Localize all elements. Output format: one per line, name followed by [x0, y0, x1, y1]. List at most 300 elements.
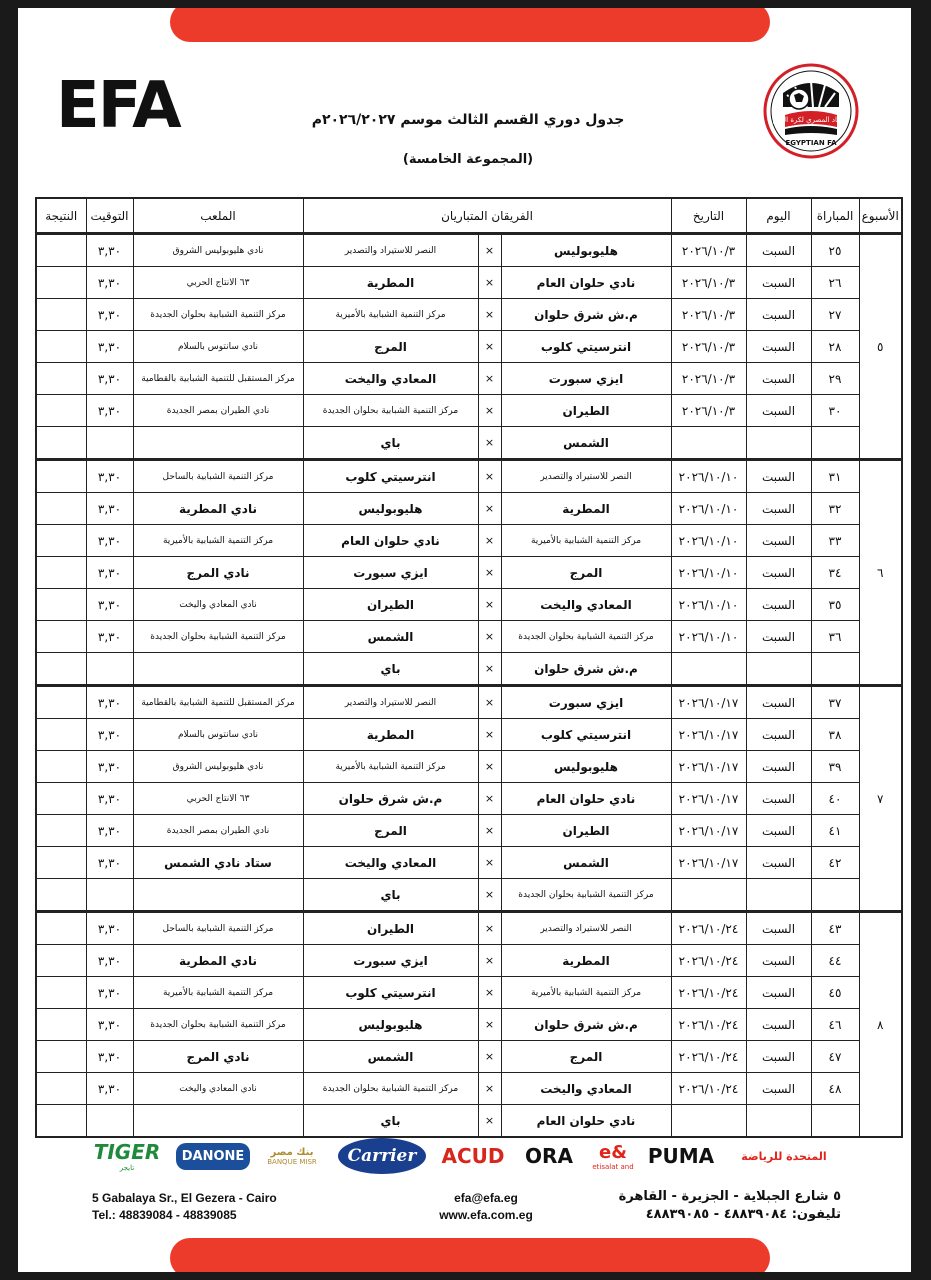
away-team-cell: النصر للاستيراد والتصدير: [303, 234, 478, 267]
away-team-cell: مركز التنمية الشبابية بالأميرية: [303, 751, 478, 783]
time-cell: [86, 427, 133, 460]
result-cell: [36, 879, 86, 912]
table-row: [36, 1009, 902, 1041]
day-cell: السبت: [746, 1009, 811, 1041]
result-cell: [36, 234, 86, 267]
table-row: [36, 267, 902, 299]
page-title: جدول دوري القسم الثالث موسم ٢٠٢٦/٢٠٢٧م: [311, 112, 625, 128]
match-number-cell: [811, 879, 859, 912]
home-team-cell: هليوبوليس: [501, 751, 671, 783]
table-row: [36, 879, 902, 912]
page-subtitle: (المجموعة الخامسة): [402, 152, 534, 167]
home-team-cell: هليوبوليس: [501, 234, 671, 267]
home-team-cell: المطرية: [501, 493, 671, 525]
date-cell: ٢٠٢٦/١٠/٣: [671, 299, 746, 331]
date-cell: [671, 879, 746, 912]
footer-email[interactable]: efa@efa.eg: [454, 1191, 518, 1205]
away-team-cell: النصر للاستيراد والتصدير: [303, 686, 478, 719]
date-cell: ٢٠٢٦/١٠/٢٤: [671, 912, 746, 945]
day-cell: السبت: [746, 719, 811, 751]
away-team-cell: المعادي واليخت: [303, 363, 478, 395]
home-team-cell: المرج: [501, 1041, 671, 1073]
match-number-cell: ٤٧: [811, 1041, 859, 1073]
home-team-cell: الطيران: [501, 815, 671, 847]
versus-cell: ×: [478, 751, 501, 783]
sponsor-logo: [588, 1132, 638, 1180]
venue-cell: مركز التنمية الشبابية بحلوان الجديدة: [133, 299, 303, 331]
day-cell: السبت: [746, 299, 811, 331]
date-cell: ٢٠٢٦/١٠/٢٤: [671, 1041, 746, 1073]
venue-cell: مركز التنمية الشبابية بحلوان الجديدة: [133, 1009, 303, 1041]
away-team-cell: باي: [303, 879, 478, 912]
date-cell: ٢٠٢٦/١٠/٢٤: [671, 945, 746, 977]
time-cell: ٣,٣٠: [86, 557, 133, 589]
day-cell: السبت: [746, 783, 811, 815]
venue-cell: نادي الطيران بمصر الجديدة: [133, 815, 303, 847]
home-team-cell: مركز التنمية الشبابية بحلوان الجديدة: [501, 879, 671, 912]
venue-cell: نادي سانتوس بالسلام: [133, 331, 303, 363]
away-team-cell: المعادي واليخت: [303, 847, 478, 879]
day-cell: [746, 427, 811, 460]
match-number-cell: ٤٣: [811, 912, 859, 945]
day-cell: السبت: [746, 493, 811, 525]
time-cell: ٣,٣٠: [86, 719, 133, 751]
time-cell: ٣,٣٠: [86, 1009, 133, 1041]
table-row: [36, 653, 902, 686]
table-row: [36, 847, 902, 879]
date-cell: ٢٠٢٦/١٠/١٠: [671, 493, 746, 525]
versus-cell: ×: [478, 783, 501, 815]
match-number-cell: ٢٥: [811, 234, 859, 267]
home-team-cell: النصر للاستيراد والتصدير: [501, 912, 671, 945]
result-cell: [36, 267, 86, 299]
home-team-cell: نادي حلوان العام: [501, 267, 671, 299]
top-red-banner: [170, 8, 770, 42]
match-number-cell: ٣٥: [811, 589, 859, 621]
time-cell: ٣,٣٠: [86, 589, 133, 621]
schedule-table-wrapper: [35, 197, 899, 1138]
result-cell: [36, 1009, 86, 1041]
match-number-cell: ٤٤: [811, 945, 859, 977]
result-cell: [36, 621, 86, 653]
match-number-cell: ٣٤: [811, 557, 859, 589]
footer-web-contact: [396, 1190, 576, 1224]
versus-cell: ×: [478, 234, 501, 267]
versus-cell: ×: [478, 525, 501, 557]
home-team-cell: مركز التنمية الشبابية بحلوان الجديدة: [501, 621, 671, 653]
versus-cell: ×: [478, 460, 501, 493]
week-group: [36, 686, 902, 912]
home-team-cell: انترسيتي كلوب: [501, 331, 671, 363]
result-cell: [36, 1073, 86, 1105]
versus-cell: ×: [478, 557, 501, 589]
result-cell: [36, 395, 86, 427]
day-cell: السبت: [746, 751, 811, 783]
sponsor-logo: [178, 1132, 248, 1180]
match-number-cell: ٣٢: [811, 493, 859, 525]
date-cell: ٢٠٢٦/١٠/١٧: [671, 751, 746, 783]
sponsor-logo: [86, 1132, 168, 1180]
versus-cell: ×: [478, 879, 501, 912]
versus-cell: ×: [478, 847, 501, 879]
date-cell: ٢٠٢٦/١٠/١٠: [671, 460, 746, 493]
versus-cell: ×: [478, 363, 501, 395]
table-row: [36, 912, 902, 945]
result-cell: [36, 525, 86, 557]
table-row: [36, 557, 902, 589]
home-team-cell: المطرية: [501, 945, 671, 977]
match-number-cell: ٣٧: [811, 686, 859, 719]
time-cell: ٣,٣٠: [86, 493, 133, 525]
date-cell: ٢٠٢٦/١٠/١٠: [671, 589, 746, 621]
away-team-cell: باي: [303, 653, 478, 686]
sponsor-name: PUMA: [647, 1144, 715, 1168]
footer-address-en: 5 Gabalaya Sr., El Gezera - Cairo: [92, 1191, 277, 1205]
versus-cell: ×: [478, 621, 501, 653]
result-cell: [36, 1041, 86, 1073]
venue-cell: نادي المرج: [133, 1041, 303, 1073]
time-cell: ٣,٣٠: [86, 460, 133, 493]
time-cell: [86, 879, 133, 912]
venue-cell: نادي المطرية: [133, 945, 303, 977]
table-row: [36, 783, 902, 815]
date-cell: ٢٠٢٦/١٠/١٧: [671, 719, 746, 751]
table-row: [36, 395, 902, 427]
match-number-cell: ٣٦: [811, 621, 859, 653]
table-header-row: [36, 198, 902, 234]
away-team-cell: هليوبوليس: [303, 1009, 478, 1041]
table-row: [36, 460, 902, 493]
result-cell: [36, 686, 86, 719]
table-row: [36, 427, 902, 460]
sponsor-logo: [646, 1132, 716, 1180]
crest-english-text: EGYPTIAN FA: [785, 139, 837, 147]
result-cell: [36, 912, 86, 945]
venue-cell: نادي المطرية: [133, 493, 303, 525]
venue-cell: مركز التنمية الشبابية بالأميرية: [133, 525, 303, 557]
sponsor-name: ORA: [525, 1144, 573, 1168]
away-team-cell: مركز التنمية الشبابية بحلوان الجديدة: [303, 395, 478, 427]
time-cell: ٣,٣٠: [86, 751, 133, 783]
match-number-cell: ٣٨: [811, 719, 859, 751]
sponsor-name: المتحدة للرياضة: [741, 1149, 827, 1163]
time-cell: ٣,٣٠: [86, 234, 133, 267]
match-number-cell: ٢٨: [811, 331, 859, 363]
day-cell: السبت: [746, 589, 811, 621]
day-cell: [746, 879, 811, 912]
table-row: [36, 977, 902, 1009]
versus-cell: ×: [478, 1105, 501, 1138]
result-cell: [36, 783, 86, 815]
time-cell: ٣,٣٠: [86, 686, 133, 719]
versus-cell: ×: [478, 719, 501, 751]
away-team-cell: ايزي سبورت: [303, 945, 478, 977]
result-cell: [36, 945, 86, 977]
result-cell: [36, 589, 86, 621]
day-cell: السبت: [746, 621, 811, 653]
footer-address-ar: ٥ شارع الجبلاية - الجزيرة - القاهرة: [618, 1189, 841, 1204]
day-cell: السبت: [746, 363, 811, 395]
home-team-cell: م.ش شرق حلوان: [501, 299, 671, 331]
away-team-cell: الشمس: [303, 1041, 478, 1073]
result-cell: [36, 331, 86, 363]
match-number-cell: [811, 427, 859, 460]
venue-cell: مركز المستقبل للتنمية الشبابية بالقطامية: [133, 363, 303, 395]
day-cell: السبت: [746, 977, 811, 1009]
footer-english-contact: [92, 1190, 277, 1224]
away-team-cell: ايزي سبورت: [303, 557, 478, 589]
date-cell: ٢٠٢٦/١٠/٣: [671, 331, 746, 363]
versus-cell: ×: [478, 331, 501, 363]
away-team-cell: الشمس: [303, 621, 478, 653]
footer-tel-en: Tel.: 48839084 - 48839085: [92, 1208, 237, 1222]
home-team-cell: نادي حلوان العام: [501, 783, 671, 815]
date-cell: ٢٠٢٦/١٠/١٠: [671, 557, 746, 589]
match-number-cell: ٢٩: [811, 363, 859, 395]
sponsor-name: ACUD: [441, 1144, 505, 1168]
sponsor-name: e&: [599, 1141, 627, 1163]
day-cell: السبت: [746, 912, 811, 945]
table-row: [36, 331, 902, 363]
result-cell: [36, 427, 86, 460]
versus-cell: ×: [478, 427, 501, 460]
time-cell: ٣,٣٠: [86, 815, 133, 847]
away-team-cell: المرج: [303, 815, 478, 847]
time-cell: ٣,٣٠: [86, 525, 133, 557]
sponsor-logo: [438, 1132, 508, 1180]
versus-cell: ×: [478, 1009, 501, 1041]
date-cell: ٢٠٢٦/١٠/٣: [671, 234, 746, 267]
day-cell: السبت: [746, 234, 811, 267]
away-team-cell: الطيران: [303, 589, 478, 621]
away-team-cell: باي: [303, 1105, 478, 1138]
home-team-cell: م.ش شرق حلوان: [501, 653, 671, 686]
egyptian-fa-crest-logo: [763, 63, 859, 159]
home-team-cell: مركز التنمية الشبابية بالأميرية: [501, 977, 671, 1009]
venue-cell: [133, 879, 303, 912]
header-venue: الملعب: [133, 198, 303, 234]
match-number-cell: ٤١: [811, 815, 859, 847]
week-number-cell: ٧: [859, 686, 902, 912]
date-cell: ٢٠٢٦/١٠/١٠: [671, 525, 746, 557]
table-row: [36, 589, 902, 621]
sponsor-logo: [722, 1132, 846, 1180]
day-cell: السبت: [746, 1073, 811, 1105]
day-cell: السبت: [746, 525, 811, 557]
date-cell: ٢٠٢٦/١٠/٢٤: [671, 1009, 746, 1041]
table-row: [36, 525, 902, 557]
header-result: النتيجة: [36, 198, 86, 234]
day-cell: السبت: [746, 460, 811, 493]
sponsor-name: DANONE: [176, 1143, 251, 1170]
sponsor-name: TIGER: [93, 1140, 161, 1164]
result-cell: [36, 815, 86, 847]
date-cell: ٢٠٢٦/١٠/٢٤: [671, 977, 746, 1009]
away-team-cell: باي: [303, 427, 478, 460]
home-team-cell: ايزي سبورت: [501, 363, 671, 395]
week-group: [36, 460, 902, 686]
table-row: [36, 621, 902, 653]
table-row: [36, 493, 902, 525]
venue-cell: مركز التنمية الشبابية بالساحل: [133, 460, 303, 493]
schedule-table: [35, 197, 903, 1138]
versus-cell: ×: [478, 977, 501, 1009]
sponsor-subtext: تايجر: [119, 1164, 135, 1172]
home-team-cell: م.ش شرق حلوان: [501, 1009, 671, 1041]
home-team-cell: نادي حلوان العام: [501, 1105, 671, 1138]
date-cell: [671, 653, 746, 686]
venue-cell: نادي هليوبوليس الشروق: [133, 234, 303, 267]
time-cell: ٣,٣٠: [86, 977, 133, 1009]
day-cell: السبت: [746, 331, 811, 363]
home-team-cell: المعادي واليخت: [501, 589, 671, 621]
away-team-cell: هليوبوليس: [303, 493, 478, 525]
sponsor-subtext: etisalat and: [592, 1162, 634, 1171]
versus-cell: ×: [478, 1073, 501, 1105]
versus-cell: ×: [478, 395, 501, 427]
time-cell: ٣,٣٠: [86, 1041, 133, 1073]
day-cell: السبت: [746, 557, 811, 589]
result-cell: [36, 460, 86, 493]
match-number-cell: ٤٢: [811, 847, 859, 879]
header-week: الأسبوع: [859, 198, 902, 234]
match-number-cell: ٣٣: [811, 525, 859, 557]
table-row: [36, 1073, 902, 1105]
day-cell: السبت: [746, 267, 811, 299]
day-cell: السبت: [746, 945, 811, 977]
time-cell: ٣,٣٠: [86, 912, 133, 945]
date-cell: [671, 427, 746, 460]
venue-cell: نادي سانتوس بالسلام: [133, 719, 303, 751]
match-number-cell: ٤٨: [811, 1073, 859, 1105]
versus-cell: ×: [478, 945, 501, 977]
away-team-cell: انترسيتي كلوب: [303, 460, 478, 493]
away-team-cell: مركز التنمية الشبابية بحلوان الجديدة: [303, 1073, 478, 1105]
versus-cell: ×: [478, 815, 501, 847]
date-cell: ٢٠٢٦/١٠/٣: [671, 395, 746, 427]
match-number-cell: ٤٥: [811, 977, 859, 1009]
sponsor-subtext: BANQUE MISR: [267, 1157, 317, 1166]
table-row: [36, 299, 902, 331]
result-cell: [36, 299, 86, 331]
result-cell: [36, 493, 86, 525]
result-cell: [36, 847, 86, 879]
venue-cell: ٦٣ الانتاج الحربي: [133, 267, 303, 299]
venue-cell: مركز التنمية الشبابية بالأميرية: [133, 977, 303, 1009]
match-number-cell: ٤٦: [811, 1009, 859, 1041]
away-team-cell: المطرية: [303, 719, 478, 751]
date-cell: ٢٠٢٦/١٠/٣: [671, 363, 746, 395]
result-cell: [36, 1105, 86, 1138]
header-teams: الفريقان المتباريان: [303, 198, 671, 234]
day-cell: السبت: [746, 1041, 811, 1073]
header-time: التوقيت: [86, 198, 133, 234]
time-cell: ٣,٣٠: [86, 621, 133, 653]
home-team-cell: مركز التنمية الشبابية بالأميرية: [501, 525, 671, 557]
versus-cell: ×: [478, 686, 501, 719]
venue-cell: مركز التنمية الشبابية بالساحل: [133, 912, 303, 945]
header-match: المباراة: [811, 198, 859, 234]
result-cell: [36, 653, 86, 686]
week-number-cell: ٨: [859, 912, 902, 1138]
header-day: اليوم: [746, 198, 811, 234]
venue-cell: [133, 653, 303, 686]
away-team-cell: المرج: [303, 331, 478, 363]
table-row: [36, 945, 902, 977]
venue-cell: [133, 427, 303, 460]
header-date: التاريخ: [671, 198, 746, 234]
away-team-cell: مركز التنمية الشبابية بالأميرية: [303, 299, 478, 331]
table-row: [36, 363, 902, 395]
match-number-cell: [811, 653, 859, 686]
sponsor-name: بنك مصر: [270, 1146, 314, 1158]
week-group: [36, 912, 902, 1138]
versus-cell: ×: [478, 1041, 501, 1073]
result-cell: [36, 557, 86, 589]
versus-cell: ×: [478, 493, 501, 525]
table-row: [36, 686, 902, 719]
date-cell: ٢٠٢٦/١٠/١٧: [671, 847, 746, 879]
week-number-cell: ٥: [859, 234, 902, 460]
day-cell: السبت: [746, 847, 811, 879]
date-cell: ٢٠٢٦/١٠/٢٤: [671, 1073, 746, 1105]
away-team-cell: الطيران: [303, 912, 478, 945]
match-number-cell: ٤٠: [811, 783, 859, 815]
footer-website[interactable]: www.efa.com.eg: [439, 1208, 533, 1222]
result-cell: [36, 363, 86, 395]
away-team-cell: انترسيتي كلوب: [303, 977, 478, 1009]
date-cell: ٢٠٢٦/١٠/١٠: [671, 621, 746, 653]
result-cell: [36, 977, 86, 1009]
sponsor-logos: [86, 1132, 846, 1184]
versus-cell: ×: [478, 912, 501, 945]
home-team-cell: الشمس: [501, 847, 671, 879]
time-cell: ٣,٣٠: [86, 395, 133, 427]
sponsor-logo: [516, 1132, 582, 1180]
home-team-cell: الشمس: [501, 427, 671, 460]
table-row: [36, 1041, 902, 1073]
table-row: [36, 719, 902, 751]
home-team-cell: النصر للاستيراد والتصدير: [501, 460, 671, 493]
date-cell: ٢٠٢٦/١٠/١٧: [671, 815, 746, 847]
match-number-cell: ٣٩: [811, 751, 859, 783]
week-number-cell: ٦: [859, 460, 902, 686]
away-team-cell: م.ش شرق حلوان: [303, 783, 478, 815]
time-cell: ٣,٣٠: [86, 847, 133, 879]
home-team-cell: انترسيتي كلوب: [501, 719, 671, 751]
versus-cell: ×: [478, 267, 501, 299]
date-cell: ٢٠٢٦/١٠/١٧: [671, 686, 746, 719]
date-cell: ٢٠٢٦/١٠/١٧: [671, 783, 746, 815]
bottom-red-banner: [170, 1238, 770, 1272]
sponsor-logo: [336, 1132, 428, 1180]
table-row: [36, 815, 902, 847]
venue-cell: ٦٣ الانتاج الحربي: [133, 783, 303, 815]
day-cell: السبت: [746, 815, 811, 847]
crest-arabic-text: الاتحاد المصري لكرة القدم: [772, 116, 850, 124]
footer-arabic-contact: [561, 1188, 841, 1224]
time-cell: ٣,٣٠: [86, 299, 133, 331]
home-team-cell: المرج: [501, 557, 671, 589]
venue-cell: نادي المعادي واليخت: [133, 1073, 303, 1105]
time-cell: ٣,٣٠: [86, 1073, 133, 1105]
table-row: [36, 751, 902, 783]
result-cell: [36, 719, 86, 751]
home-team-cell: ايزي سبورت: [501, 686, 671, 719]
venue-cell: مركز التنمية الشبابية بحلوان الجديدة: [133, 621, 303, 653]
time-cell: [86, 653, 133, 686]
venue-cell: ستاد نادي الشمس: [133, 847, 303, 879]
